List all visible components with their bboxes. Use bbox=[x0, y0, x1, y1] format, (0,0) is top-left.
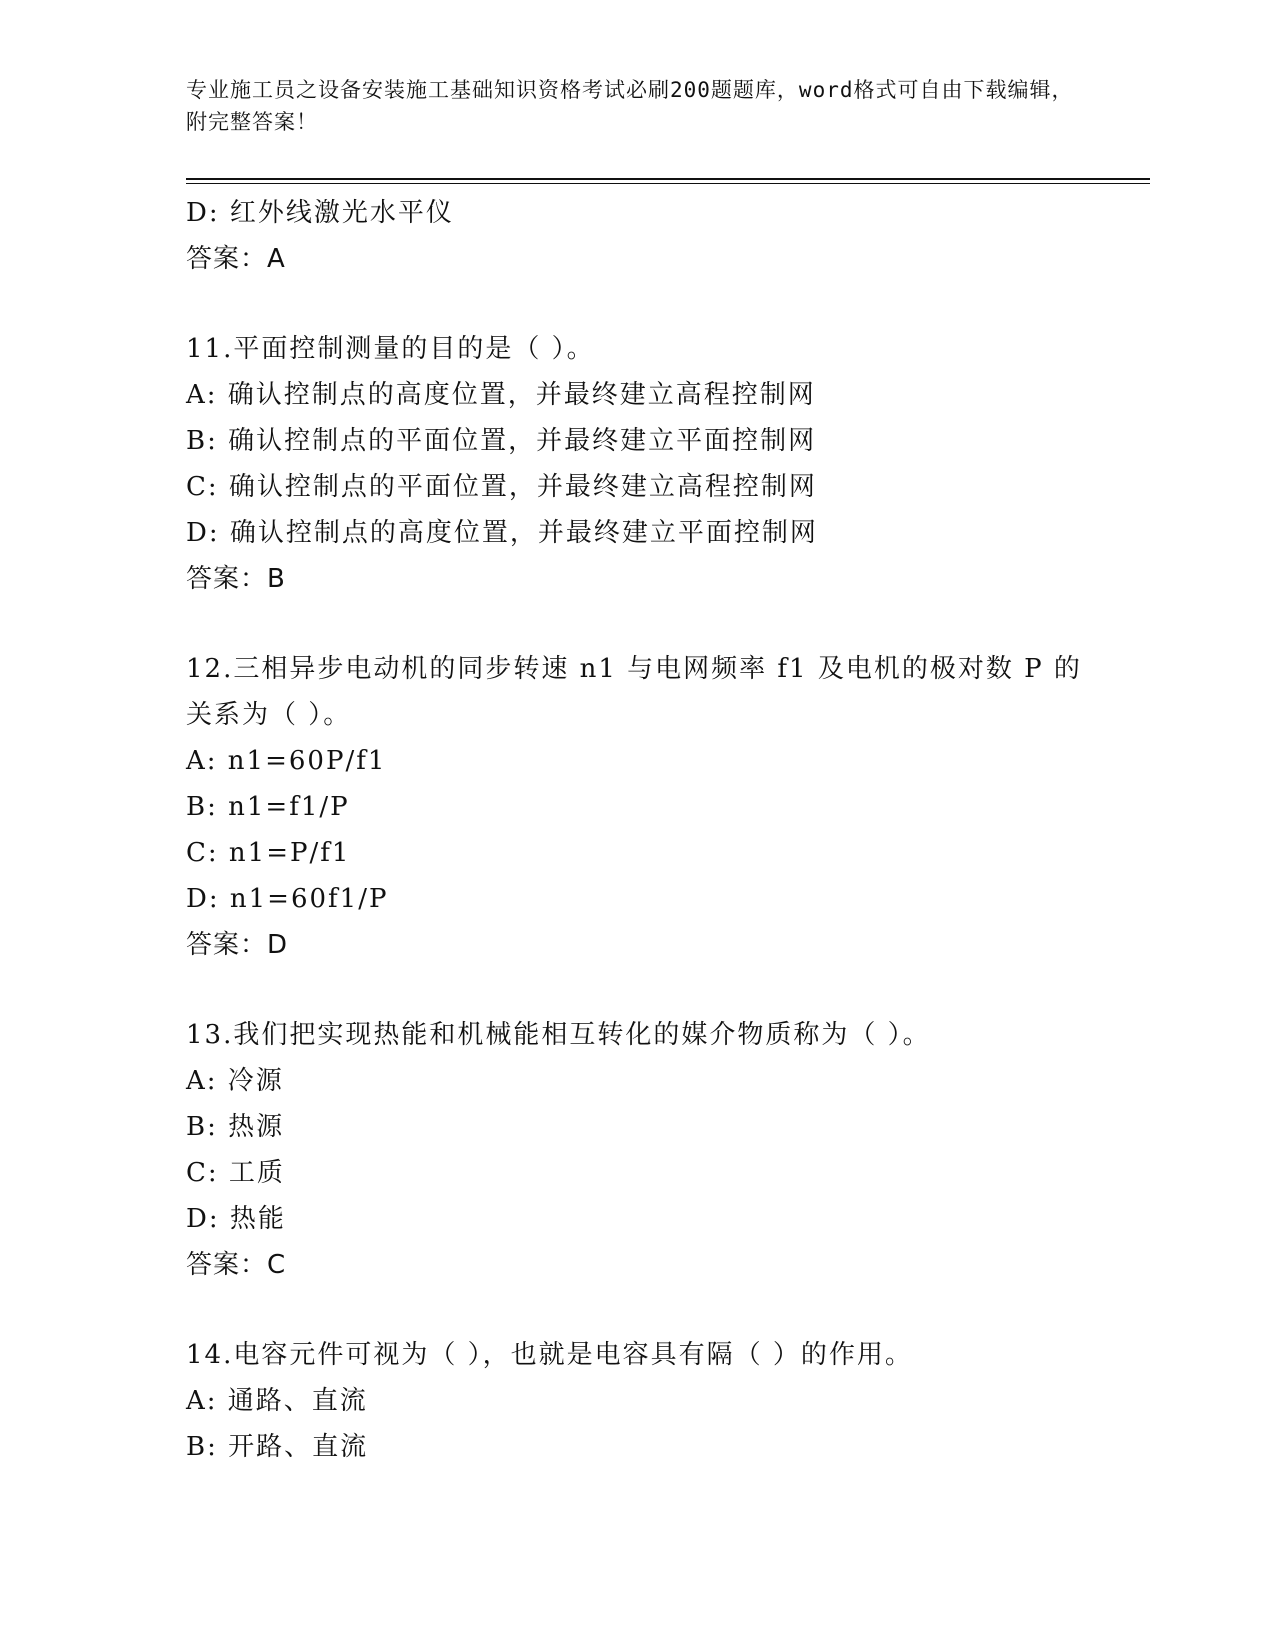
option-b: B: 确认控制点的平面位置，并最终建立平面控制网 bbox=[186, 426, 817, 456]
question-list bbox=[186, 190, 1086, 1470]
option-b: B: n1=f1/P bbox=[186, 792, 350, 822]
option-c: C: 确认控制点的平面位置，并最终建立高程控制网 bbox=[186, 472, 817, 502]
header-divider-thin bbox=[186, 183, 1150, 184]
question-14 bbox=[186, 1332, 1086, 1470]
answer: 答案：C bbox=[186, 1250, 287, 1280]
question-text: 14.电容元件可视为（ ），也就是电容具有隔（ ）的作用。 bbox=[186, 1340, 913, 1370]
option-a: A: n1=60P/f1 bbox=[186, 746, 387, 776]
option-a: A: 确认控制点的高度位置，并最终建立高程控制网 bbox=[186, 380, 816, 410]
option-c: C: n1=P/f1 bbox=[186, 838, 351, 868]
question-text: 13.我们把实现热能和机械能相互转化的媒介物质称为（ ）。 bbox=[186, 1020, 931, 1050]
option-d: D: 确认控制点的高度位置，并最终建立平面控制网 bbox=[186, 518, 818, 548]
question-text: 11.平面控制测量的目的是（ ）。 bbox=[186, 334, 595, 364]
answer: 答案：D bbox=[186, 930, 289, 960]
question-text-line-2: 关系为（ ）。 bbox=[186, 700, 352, 730]
question-10 bbox=[186, 190, 1086, 282]
answer: 答案：A bbox=[186, 244, 286, 274]
document-header bbox=[186, 74, 1086, 138]
option-a: A: 通路、直流 bbox=[186, 1386, 368, 1416]
option-b: B: 开路、直流 bbox=[186, 1432, 369, 1462]
option-d: D: 热能 bbox=[186, 1204, 286, 1234]
question-11 bbox=[186, 326, 1086, 602]
option-a: A: 冷源 bbox=[186, 1066, 284, 1096]
question-12 bbox=[186, 646, 1086, 968]
question-text-line-1: 12.三相异步电动机的同步转速 n1 与电网频率 f1 及电机的极对数 P 的 bbox=[186, 654, 1082, 684]
header-divider-thick bbox=[186, 178, 1150, 180]
option-d: D: n1=60f1/P bbox=[186, 884, 389, 914]
answer: 答案：B bbox=[186, 564, 286, 594]
document-title: 专业施工员之设备安装施工基础知识资格考试必刷200题题库，word格式可自由下载编辑，附完整答案！ bbox=[186, 78, 1074, 134]
question-13 bbox=[186, 1012, 1086, 1288]
option-c: C: 工质 bbox=[186, 1158, 285, 1188]
option-d: D: 红外线激光水平仪 bbox=[186, 198, 454, 228]
option-b: B: 热源 bbox=[186, 1112, 285, 1142]
